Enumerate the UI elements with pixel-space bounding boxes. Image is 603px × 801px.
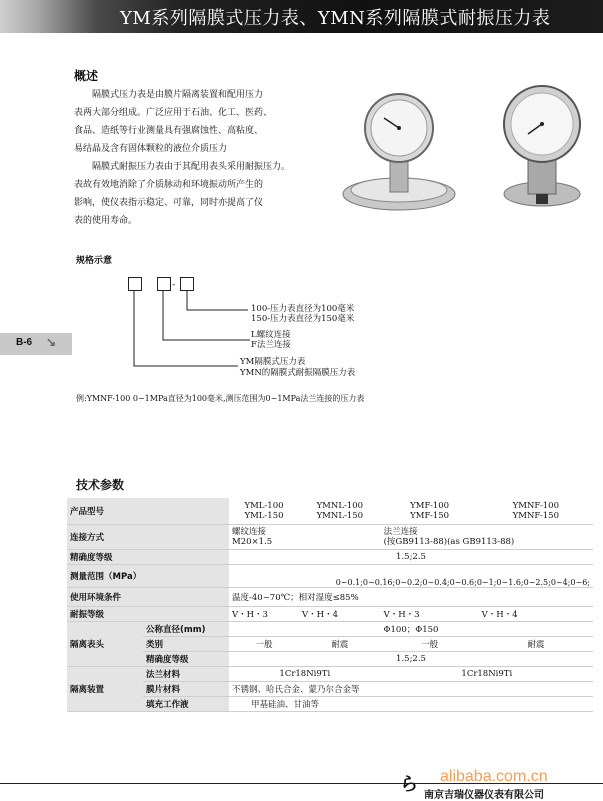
overview-paragraph bbox=[74, 86, 290, 230]
table-cell: 法兰连接 (按GB9113-88)(as GB9113-88) bbox=[381, 525, 593, 550]
row-label: 精确度等级 bbox=[143, 652, 229, 667]
table-row bbox=[67, 697, 593, 712]
gauge-photo-threaded bbox=[340, 86, 458, 214]
table-row bbox=[67, 550, 593, 565]
row-label: 膜片材料 bbox=[143, 682, 229, 697]
table-cell: YMNF-100 YMNF-150 bbox=[479, 498, 593, 525]
scheme-label: L螺纹连接 bbox=[251, 330, 291, 340]
scheme-dash: - bbox=[172, 280, 176, 290]
table-row bbox=[67, 667, 593, 682]
row-label: 测量范围（MPa） bbox=[67, 565, 229, 588]
table-cell: 耐震 bbox=[479, 637, 593, 652]
table-cell: 耐震 bbox=[299, 637, 381, 652]
page-title: YM系列隔膜式压力表、YMN系列隔膜式耐振压力表 bbox=[120, 8, 551, 29]
scheme-label: 150-压力表直径为150毫米 bbox=[251, 314, 355, 324]
table-cell: V・H・3 bbox=[381, 607, 479, 622]
table-cell: 一般 bbox=[381, 637, 479, 652]
scheme-heading: 规格示意 bbox=[76, 256, 113, 266]
row-label: 产品型号 bbox=[67, 498, 229, 525]
page-tab-label: B-6 bbox=[16, 337, 33, 348]
row-label: 连接方式 bbox=[67, 525, 229, 550]
group-label: 隔离装置 bbox=[67, 667, 143, 712]
overview-line: 食品、造纸等行业测量具有强腐蚀性、高粘度、 bbox=[74, 126, 264, 136]
row-label: 使用环境条件 bbox=[67, 588, 229, 607]
row-label: 法兰材料 bbox=[143, 667, 229, 682]
overview-line: 影响，使仪表指示稳定、可靠，同时亦提高了仪 bbox=[74, 198, 264, 208]
row-label: 填充工作液 bbox=[143, 697, 229, 712]
scheme-label: YMN的隔膜式耐振隔膜压力表 bbox=[240, 368, 356, 378]
table-cell: 0~0.1;0~0.16;0~0.2;0~0.4;0~0.6;0~1;0~1.6;0~2.5;0~4;0~6; bbox=[229, 565, 593, 588]
row-label: 类别 bbox=[143, 637, 229, 652]
table-cell: 温度-40~70℃；相对湿度≤85% bbox=[229, 588, 593, 607]
tech-heading: 技术参数 bbox=[76, 478, 125, 492]
scheme-label: YM隔膜式压力表 bbox=[240, 357, 306, 367]
table-row bbox=[67, 637, 593, 652]
table-cell: 1Cr18Ni9Ti bbox=[229, 667, 381, 682]
overview-line: 表两大部分组成。广泛应用于石油、化工、医药、 bbox=[74, 108, 273, 118]
overview-line: 隔膜式压力表是由膜片隔离装置和配用压力 bbox=[92, 90, 264, 100]
overview-line: 表故有效地消除了介质脉动和环境振动所产生的 bbox=[74, 180, 264, 190]
overview-line: 表的使用寿命。 bbox=[74, 216, 138, 226]
table-row bbox=[67, 498, 593, 525]
row-label: 公称直径(mm) bbox=[143, 622, 229, 637]
table-cell: 一般 bbox=[229, 637, 299, 652]
page-tab bbox=[0, 333, 72, 355]
table-cell: 1.5;2.5 bbox=[229, 652, 593, 667]
row-label: 耐振等级 bbox=[67, 607, 229, 622]
table-cell: YML-100 YML-150 bbox=[229, 498, 299, 525]
scheme-label: 100-压力表直径为100毫米 bbox=[251, 304, 355, 314]
scheme-example: 例:YMNF-100 0~1MPa直径为100毫米,测压范围为0~1MPa法兰连接的压力表 bbox=[76, 394, 365, 403]
scheme-leader-lines bbox=[120, 288, 260, 373]
overview-heading: 概述 bbox=[74, 69, 99, 83]
table-cell: YMNL-100 YMNL-150 bbox=[299, 498, 381, 525]
table-row bbox=[67, 565, 593, 588]
table-row bbox=[67, 607, 593, 622]
arrow-icon: ↘ bbox=[46, 335, 57, 349]
table-cell: V・H・3 bbox=[229, 607, 299, 622]
overview-line: 隔膜式耐振压力表由于其配用表头采用耐振压力。 bbox=[92, 162, 291, 172]
gauge-photo-flanged bbox=[482, 82, 602, 212]
table-cell: YMF-100 YMF-150 bbox=[381, 498, 479, 525]
watermark: alibaba.com.cn bbox=[440, 768, 548, 785]
company-logo-icon: ら bbox=[400, 774, 418, 795]
group-label: 隔离表头 bbox=[67, 622, 143, 667]
row-label: 精确度等级 bbox=[67, 550, 229, 565]
table-cell: 不锈钢、哈氏合金、蒙乃尔合金等 bbox=[229, 682, 593, 697]
table-cell: 1.5;2.5 bbox=[229, 550, 593, 565]
table-cell: 1Cr18Ni9Ti bbox=[381, 667, 593, 682]
table-cell: 甲基硅油、甘油等 bbox=[229, 697, 593, 712]
company-name: 南京吉瑞仪器仪表有限公司 bbox=[424, 790, 544, 801]
table-row bbox=[67, 652, 593, 667]
header-bar bbox=[0, 0, 603, 34]
table-cell: 螺纹连接 M20×1.5 bbox=[229, 525, 381, 550]
table-row bbox=[67, 525, 593, 550]
overview-line: 易结晶及含有固体颗粒的液位介质压力 bbox=[74, 144, 228, 154]
table-cell: Φ100；Φ150 bbox=[229, 622, 593, 637]
table-row bbox=[67, 622, 593, 637]
table-cell: V・H・4 bbox=[479, 607, 593, 622]
table-row bbox=[67, 588, 593, 607]
spec-table bbox=[67, 498, 593, 712]
table-cell: V・H・4 bbox=[299, 607, 381, 622]
table-row bbox=[67, 682, 593, 697]
scheme-label: F法兰连接 bbox=[251, 340, 291, 350]
